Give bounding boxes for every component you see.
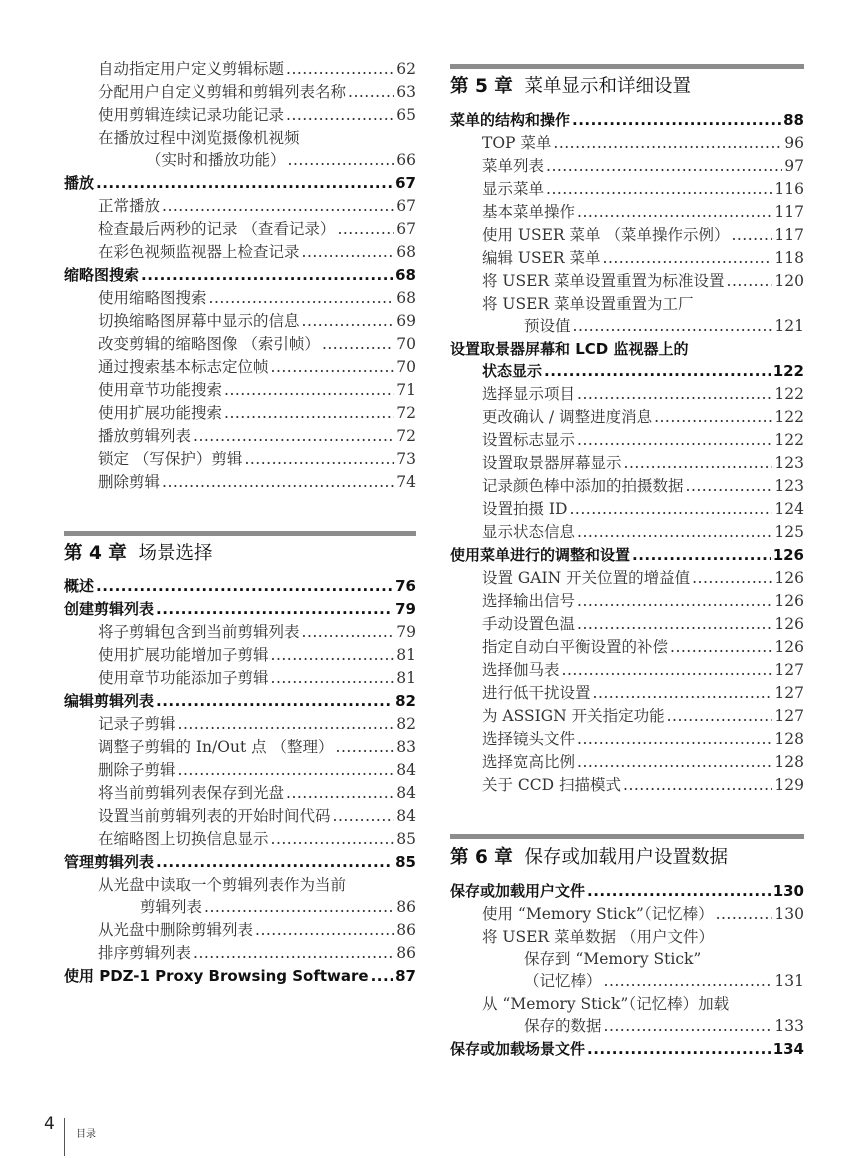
toc-leader-dots xyxy=(193,942,394,964)
toc-entry[interactable] xyxy=(482,682,804,704)
toc-page-number: 122 xyxy=(774,385,804,403)
toc-entry[interactable] xyxy=(98,104,416,126)
toc-entry[interactable]: 在播放过程中浏览摄像机视频 xyxy=(98,129,300,147)
toc-entry-continuation xyxy=(146,149,416,171)
toc-entry-title: 使用 PDZ-1 Proxy Browsing Software xyxy=(64,967,369,985)
toc-entry-title: 预设值 xyxy=(524,317,571,335)
toc-entry-continuation: 保存到 “Memory Stick” xyxy=(524,950,702,968)
toc-section-entry[interactable]: 设置取景器屏幕和 LCD 监视器上的 xyxy=(450,340,689,358)
toc-page-number: 127 xyxy=(774,684,804,702)
toc-leader-dots xyxy=(603,247,773,269)
chapter-bar xyxy=(450,834,804,839)
toc-leader-dots xyxy=(209,287,395,309)
toc-entry-title: 使用剪辑连续记录功能记录 xyxy=(98,106,285,124)
toc-leader-dots xyxy=(727,270,773,292)
toc-section-entry[interactable] xyxy=(64,965,416,987)
toc-page-number: 126 xyxy=(774,615,804,633)
toc-leader-dots xyxy=(544,360,771,382)
toc-leader-dots xyxy=(546,155,782,177)
chapter-number: 第 5 章 xyxy=(450,76,513,97)
toc-entry-title: 设置 GAIN 开关位置的增益值 xyxy=(482,569,691,587)
toc-entry[interactable] xyxy=(482,751,804,773)
toc-entry-title: 记录颜色棒中添加的拍摄数据 xyxy=(482,477,684,495)
toc-entry[interactable] xyxy=(482,521,804,543)
toc-entry-title: 使用 USER 菜单 （菜单操作示例） xyxy=(482,226,730,244)
toc-leader-dots xyxy=(178,759,395,781)
toc-entry-title: 将 USER 菜单设置重置为标准设置 xyxy=(482,272,725,290)
toc-page-number: 121 xyxy=(774,317,804,335)
toc-page-number: 71 xyxy=(396,381,416,399)
toc-page-number: 69 xyxy=(396,312,416,330)
toc-leader-dots xyxy=(623,774,772,796)
toc-leader-dots xyxy=(96,172,393,194)
toc-page-number: 130 xyxy=(772,882,804,900)
toc-entry[interactable] xyxy=(482,659,804,681)
toc-page-number: 129 xyxy=(774,776,804,794)
toc-entry-title: 从光盘中删除剪辑列表 xyxy=(98,921,254,939)
toc-leader-dots xyxy=(302,621,395,643)
toc-leader-dots xyxy=(577,201,772,223)
toc-entry-title: 使用菜单进行的调整和设置 xyxy=(450,546,631,564)
toc-entry[interactable] xyxy=(482,383,804,405)
toc-entry-title: 菜单列表 xyxy=(482,157,545,175)
toc-page-number: 127 xyxy=(774,661,804,679)
toc-entry[interactable] xyxy=(98,782,416,804)
toc-leader-dots xyxy=(271,828,395,850)
toc-section-entry[interactable] xyxy=(450,880,804,902)
toc-entry[interactable] xyxy=(98,759,416,781)
toc-entry[interactable] xyxy=(482,270,804,292)
toc-entry-title: 使用章节功能添加子剪辑 xyxy=(98,669,269,687)
toc-page-number: 85 xyxy=(395,853,416,871)
toc-entry-title: 分配用户自定义剪辑和剪辑列表名称 xyxy=(98,83,347,101)
toc-entry-title: 管理剪辑列表 xyxy=(64,853,155,871)
toc-entry[interactable] xyxy=(98,195,416,217)
toc-leader-dots xyxy=(156,690,393,712)
toc-page-number: 74 xyxy=(396,473,416,491)
toc-entry[interactable] xyxy=(482,774,804,796)
toc-entry[interactable] xyxy=(98,379,416,401)
toc-entry[interactable] xyxy=(98,448,416,470)
toc-leader-dots xyxy=(141,264,393,286)
toc-leader-dots xyxy=(322,333,394,355)
toc-entry-title: 通过搜索基本标志定位帧 xyxy=(98,358,269,376)
toc-leader-dots xyxy=(670,636,772,658)
page-number: 4 xyxy=(44,1114,55,1134)
toc-page-number: 84 xyxy=(396,761,416,779)
toc-leader-dots xyxy=(337,218,394,240)
toc-page-number: 128 xyxy=(774,753,804,771)
toc-entry[interactable] xyxy=(98,828,416,850)
toc-entry-title: 基本菜单操作 xyxy=(482,203,576,221)
toc-entry-continuation xyxy=(482,360,804,382)
toc-page-number: 82 xyxy=(395,692,416,710)
toc-leader-dots xyxy=(224,379,394,401)
toc-entry-title: 手动设置色温 xyxy=(482,615,576,633)
toc-entry[interactable] xyxy=(482,475,804,497)
toc-entry-title: （记忆棒） xyxy=(524,972,602,990)
toc-entry-title: 概述 xyxy=(64,577,95,595)
chapter-heading xyxy=(450,72,691,98)
toc-leader-dots xyxy=(577,383,772,405)
toc-leader-dots xyxy=(604,1015,773,1037)
toc-leader-dots xyxy=(156,598,393,620)
toc-page-number: 68 xyxy=(396,243,416,261)
toc-entry-title: 设置取景器屏幕显示 xyxy=(482,454,622,472)
toc-section-entry[interactable] xyxy=(64,172,416,194)
toc-leader-dots xyxy=(577,613,772,635)
toc-entry[interactable] xyxy=(482,613,804,635)
toc-entry-title: 使用 “Memory Stick”（记忆棒） xyxy=(482,905,714,923)
toc-entry[interactable] xyxy=(98,713,416,735)
toc-entry-title: 记录子剪辑 xyxy=(98,715,176,733)
toc-page-number: 70 xyxy=(396,358,416,376)
toc-leader-dots xyxy=(632,544,771,566)
toc-entry[interactable] xyxy=(98,287,416,309)
toc-entry[interactable] xyxy=(98,356,416,378)
toc-entry[interactable]: 从光盘中读取一个剪辑列表作为当前 xyxy=(98,876,347,894)
toc-entry[interactable] xyxy=(482,498,804,520)
toc-entry[interactable]: 将 USER 菜单设置重置为工厂 xyxy=(482,295,694,313)
footer-label: 目录 xyxy=(76,1129,96,1140)
toc-entry-title: 在缩略图上切换信息显示 xyxy=(98,830,269,848)
toc-page-number: 87 xyxy=(395,967,416,985)
toc-leader-dots xyxy=(569,498,772,520)
toc-leader-dots xyxy=(255,919,394,941)
toc-entry-title: 使用缩略图搜索 xyxy=(98,289,207,307)
toc-leader-dots xyxy=(336,736,395,758)
toc-entry-title: 将当前剪辑列表保存到光盘 xyxy=(98,784,285,802)
toc-page-number: 96 xyxy=(784,134,804,152)
toc-entry-title: （实时和播放功能） xyxy=(146,151,286,169)
toc-leader-dots xyxy=(553,132,782,154)
toc-page-number: 117 xyxy=(774,203,804,221)
toc-entry-title: 关于 CCD 扫描模式 xyxy=(482,776,622,794)
toc-page-number: 131 xyxy=(774,972,804,990)
toc-leader-dots xyxy=(288,149,395,171)
toc-page-number: 118 xyxy=(774,249,804,267)
toc-leader-dots xyxy=(348,81,394,103)
toc-entry-title: 更改确认 / 调整进度消息 xyxy=(482,408,653,426)
toc-leader-dots xyxy=(302,241,395,263)
toc-leader-dots xyxy=(271,644,395,666)
toc-section-entry[interactable] xyxy=(450,544,804,566)
toc-entry[interactable] xyxy=(482,247,804,269)
toc-entry-title: 编辑剪辑列表 xyxy=(64,692,155,710)
toc-entry[interactable] xyxy=(482,452,804,474)
toc-entry[interactable]: 从 “Memory Stick”（记忆棒）加载 xyxy=(482,995,730,1013)
toc-entry-title: 进行低干扰设置 xyxy=(482,684,591,702)
toc-page-number: 72 xyxy=(396,404,416,422)
chapter-number: 第 6 章 xyxy=(450,847,513,868)
toc-leader-dots xyxy=(162,471,394,493)
toc-entry[interactable] xyxy=(482,567,804,589)
toc-page-number: 97 xyxy=(784,157,804,175)
toc-entry-title: 在彩色视频监视器上检查记录 xyxy=(98,243,300,261)
toc-entry[interactable] xyxy=(98,736,416,758)
toc-page-number: 63 xyxy=(396,83,416,101)
toc-entry-continuation xyxy=(524,1015,804,1037)
toc-leader-dots xyxy=(577,521,772,543)
toc-page-number: 67 xyxy=(396,197,416,215)
toc-page-number: 62 xyxy=(396,60,416,78)
toc-leader-dots xyxy=(546,178,772,200)
toc-entry[interactable]: 将 USER 菜单数据 （用户文件） xyxy=(482,928,714,946)
toc-entry-title: 缩略图搜索 xyxy=(64,266,140,284)
toc-entry-title: 保存或加载场景文件 xyxy=(450,1040,586,1058)
footer-divider xyxy=(64,1118,65,1156)
chapter-heading xyxy=(64,539,213,565)
toc-page-number: 82 xyxy=(396,715,416,733)
chapter-title-text: 场景选择 xyxy=(138,543,213,564)
toc-leader-dots xyxy=(692,567,772,589)
toc-leader-dots xyxy=(577,728,772,750)
toc-entry-title: 正常播放 xyxy=(98,197,161,215)
toc-entry-continuation xyxy=(524,315,804,337)
toc-leader-dots xyxy=(731,224,772,246)
toc-page-number: 134 xyxy=(772,1040,804,1058)
toc-page-number: 76 xyxy=(395,577,416,595)
toc-page-number: 133 xyxy=(774,1017,804,1035)
toc-entry-continuation xyxy=(140,896,416,918)
toc-entry-title: 保存或加载用户文件 xyxy=(450,882,586,900)
toc-page-number: 126 xyxy=(772,546,804,564)
toc-leader-dots xyxy=(624,452,773,474)
toc-entry-title: 菜单的结构和操作 xyxy=(450,111,571,129)
toc-entry-title: 排序剪辑列表 xyxy=(98,944,192,962)
chapter-title-text: 保存或加载用户设置数据 xyxy=(524,847,729,868)
toc-page-number: 123 xyxy=(774,454,804,472)
toc-page-number: 79 xyxy=(395,600,416,618)
toc-leader-dots xyxy=(686,475,773,497)
toc-entry-title: 选择显示项目 xyxy=(482,385,576,403)
toc-entry[interactable] xyxy=(98,402,416,424)
toc-entry-title: 选择伽马表 xyxy=(482,661,560,679)
toc-entry[interactable] xyxy=(482,224,804,246)
toc-entry[interactable] xyxy=(482,429,804,451)
toc-leader-dots xyxy=(244,448,394,470)
toc-entry-title: 改变剪辑的缩略图像 （索引帧） xyxy=(98,335,320,353)
toc-leader-dots xyxy=(286,58,394,80)
toc-page-number: 117 xyxy=(774,226,804,244)
toc-section-entry[interactable] xyxy=(64,598,416,620)
toc-entry[interactable] xyxy=(482,132,804,154)
toc-entry[interactable] xyxy=(482,590,804,612)
toc-entry[interactable] xyxy=(98,81,416,103)
toc-leader-dots xyxy=(333,805,395,827)
toc-leader-dots xyxy=(224,402,394,424)
toc-page-number: 124 xyxy=(774,500,804,518)
toc-entry[interactable] xyxy=(98,471,416,493)
toc-entry[interactable] xyxy=(98,58,416,80)
toc-page-number: 67 xyxy=(395,174,416,192)
toc-entry[interactable] xyxy=(482,201,804,223)
toc-entry-title: 删除子剪辑 xyxy=(98,761,176,779)
toc-entry-title: 自动指定用户定义剪辑标题 xyxy=(98,60,285,78)
toc-page-number: 84 xyxy=(396,784,416,802)
toc-page-number: 66 xyxy=(396,151,416,169)
toc-entry-title: 显示状态信息 xyxy=(482,523,576,541)
toc-entry[interactable] xyxy=(98,310,416,332)
chapter-bar xyxy=(64,531,416,536)
toc-page-number: 127 xyxy=(774,707,804,725)
toc-entry-title: 使用扩展功能增加子剪辑 xyxy=(98,646,269,664)
toc-entry[interactable] xyxy=(98,425,416,447)
toc-entry-title: 剪辑列表 xyxy=(140,898,203,916)
toc-entry[interactable] xyxy=(482,903,804,925)
toc-page-number: 70 xyxy=(396,335,416,353)
toc-page-number: 67 xyxy=(396,220,416,238)
toc-entry-title: 选择宽高比例 xyxy=(482,753,576,771)
toc-leader-dots xyxy=(654,406,772,428)
toc-leader-dots xyxy=(178,713,395,735)
toc-page-number: 81 xyxy=(396,646,416,664)
toc-page-number: 128 xyxy=(774,730,804,748)
toc-entry[interactable] xyxy=(482,178,804,200)
toc-entry[interactable] xyxy=(482,155,804,177)
toc-entry-title: 调整子剪辑的 In/Out 点 （整理） xyxy=(98,738,334,756)
toc-entry-title: 编辑 USER 菜单 xyxy=(482,249,601,267)
toc-entry-title: 指定自动白平衡设置的补偿 xyxy=(482,638,669,656)
toc-page-number: 79 xyxy=(396,623,416,641)
toc-entry[interactable] xyxy=(482,636,804,658)
toc-leader-dots xyxy=(271,356,395,378)
toc-section-entry[interactable] xyxy=(450,1038,804,1060)
toc-page-number: 116 xyxy=(774,180,804,198)
toc-page-number: 68 xyxy=(395,266,416,284)
toc-leader-dots xyxy=(587,880,771,902)
toc-leader-dots xyxy=(604,970,773,992)
toc-entry[interactable] xyxy=(482,406,804,428)
toc-page-number: 81 xyxy=(396,669,416,687)
chapter-heading xyxy=(450,843,728,869)
toc-leader-dots xyxy=(286,782,394,804)
toc-entry-continuation xyxy=(524,970,804,992)
toc-entry[interactable] xyxy=(482,728,804,750)
toc-page-number: 125 xyxy=(774,523,804,541)
toc-entry-title: 检查最后两秒的记录 （查看记录） xyxy=(98,220,336,238)
toc-entry[interactable] xyxy=(98,644,416,666)
toc-entry-title: 将子剪辑包含到当前剪辑列表 xyxy=(98,623,300,641)
toc-page-number: 122 xyxy=(772,362,804,380)
toc-leader-dots xyxy=(577,429,772,451)
toc-entry-title: 使用章节功能搜索 xyxy=(98,381,223,399)
toc-page-number: 73 xyxy=(396,450,416,468)
toc-page-number: 88 xyxy=(783,111,804,129)
toc-entry-title: 选择镜头文件 xyxy=(482,730,576,748)
toc-entry-title: 删除剪辑 xyxy=(98,473,161,491)
toc-entry[interactable] xyxy=(98,241,416,263)
toc-entry-title: 为 ASSIGN 开关指定功能 xyxy=(482,707,665,725)
toc-page-number: 84 xyxy=(396,807,416,825)
toc-entry[interactable] xyxy=(98,621,416,643)
toc-entry-title: 切换缩略图屏幕中显示的信息 xyxy=(98,312,300,330)
toc-page-number: 126 xyxy=(774,592,804,610)
toc-leader-dots xyxy=(371,965,394,987)
toc-leader-dots xyxy=(204,896,394,918)
toc-entry[interactable] xyxy=(98,667,416,689)
toc-section-entry[interactable] xyxy=(64,690,416,712)
toc-entry[interactable] xyxy=(98,333,416,355)
toc-entry-title: 设置当前剪辑列表的开始时间代码 xyxy=(98,807,331,825)
toc-entry-title: 设置标志显示 xyxy=(482,431,576,449)
toc-leader-dots xyxy=(573,315,773,337)
toc-leader-dots xyxy=(193,425,394,447)
toc-section-entry[interactable] xyxy=(450,109,804,131)
toc-leader-dots xyxy=(162,195,394,217)
toc-leader-dots xyxy=(271,667,395,689)
toc-page-number: 68 xyxy=(396,289,416,307)
toc-page-number: 122 xyxy=(774,431,804,449)
toc-page-number: 86 xyxy=(396,944,416,962)
toc-entry-title: 锁定 （写保护）剪辑 xyxy=(98,450,243,468)
toc-page-number: 126 xyxy=(774,638,804,656)
toc-leader-dots xyxy=(716,903,773,925)
toc-entry-title: TOP 菜单 xyxy=(482,134,552,152)
toc-page-number: 120 xyxy=(774,272,804,290)
toc-page-number: 85 xyxy=(396,830,416,848)
toc-entry-title: 状态显示 xyxy=(482,362,543,380)
toc-section-entry[interactable] xyxy=(64,264,416,286)
toc-page-number: 123 xyxy=(774,477,804,495)
toc-leader-dots xyxy=(587,1038,771,1060)
toc-entry[interactable] xyxy=(98,218,416,240)
toc-leader-dots xyxy=(562,659,773,681)
toc-entry[interactable] xyxy=(98,919,416,941)
toc-entry-title: 使用扩展功能搜索 xyxy=(98,404,223,422)
toc-page-number: 126 xyxy=(774,569,804,587)
toc-leader-dots xyxy=(577,590,772,612)
toc-entry-title: 创建剪辑列表 xyxy=(64,600,155,618)
toc-leader-dots xyxy=(96,575,393,597)
toc-leader-dots xyxy=(302,310,395,332)
toc-section-entry[interactable] xyxy=(64,851,416,873)
toc-page-number: 65 xyxy=(396,106,416,124)
toc-section-entry[interactable] xyxy=(64,575,416,597)
toc-entry-title: 播放剪辑列表 xyxy=(98,427,192,445)
toc-entry[interactable] xyxy=(98,942,416,964)
toc-entry-title: 保存的数据 xyxy=(524,1017,602,1035)
toc-page-number: 122 xyxy=(774,408,804,426)
chapter-title-text: 菜单显示和详细设置 xyxy=(524,76,692,97)
chapter-number: 第 4 章 xyxy=(64,543,127,564)
toc-entry-title: 显示菜单 xyxy=(482,180,545,198)
toc-leader-dots xyxy=(156,851,393,873)
toc-page-number: 130 xyxy=(774,905,804,923)
toc-entry[interactable] xyxy=(98,805,416,827)
chapter-bar xyxy=(450,64,804,69)
toc-entry-title: 设置拍摄 ID xyxy=(482,500,568,518)
toc-page-number: 72 xyxy=(396,427,416,445)
toc-page-number: 86 xyxy=(396,921,416,939)
toc-leader-dots xyxy=(572,109,781,131)
toc-entry[interactable] xyxy=(482,705,804,727)
toc-leader-dots xyxy=(667,705,773,727)
toc-entry-title: 选择输出信号 xyxy=(482,592,576,610)
toc-leader-dots xyxy=(593,682,773,704)
toc-leader-dots xyxy=(286,104,394,126)
toc-page-number: 86 xyxy=(396,898,416,916)
toc-leader-dots xyxy=(577,751,772,773)
toc-page-number: 83 xyxy=(396,738,416,756)
toc-entry-title: 播放 xyxy=(64,174,95,192)
